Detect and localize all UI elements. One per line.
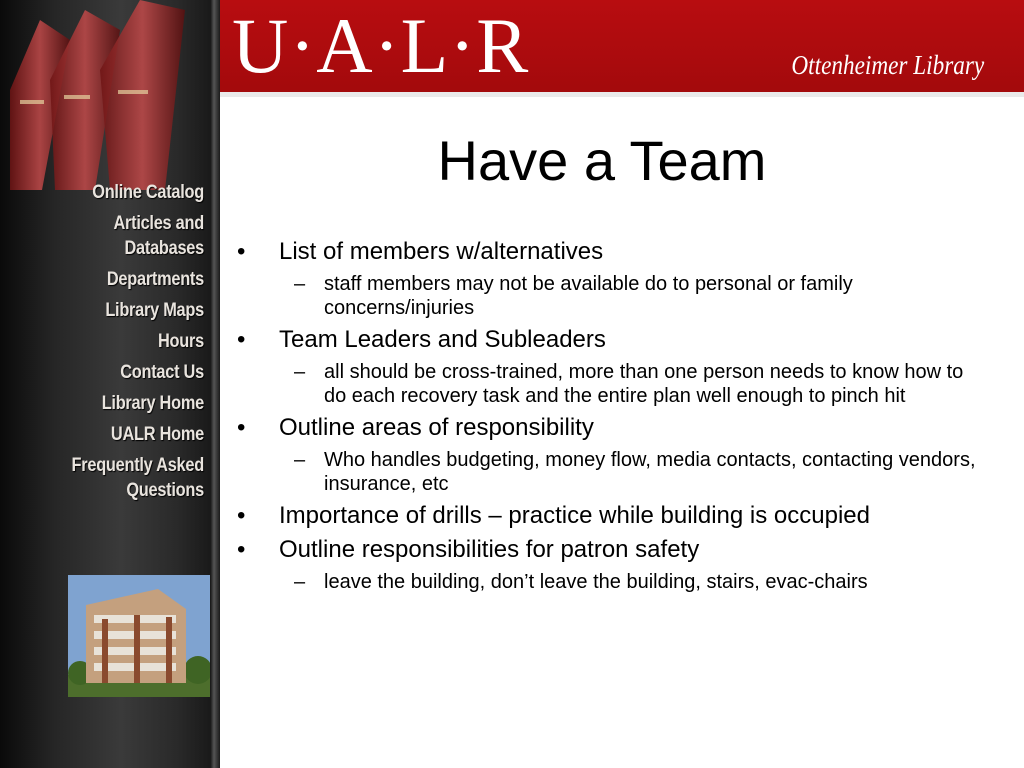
bullet-dot-icon: • [237,238,246,265]
nav-library-maps[interactable] [72,298,204,323]
bullet-dot-icon: • [237,536,246,563]
nav-label: Hours [158,331,204,352]
nav-online-catalog[interactable] [72,180,204,205]
nav-label: UALR Home [110,424,204,445]
sidebar-nav [50,180,204,509]
slide-content [237,232,977,594]
bullet-text: Outline responsibilities for patron safety [279,536,700,563]
nav-label: Library Home [101,393,204,414]
nav-label-line2: Databases [124,238,204,259]
bullet-dot-icon: • [237,502,246,529]
bullet-text: Team Leaders and Subleaders [279,326,606,353]
sub-bullet-text: leave the building, don’t leave the building, stairs, evac-chairs [324,571,868,593]
bullet-text: List of members w/alternatives [279,238,604,265]
sub-bullet-text: staff members may not be available do to personal or family concerns/injuries [324,273,853,319]
sub-bullet-item [237,360,977,408]
sub-bullet-item [237,272,977,320]
nav-label: Departments [106,269,204,290]
bullet-text: Importance of drills – practice while building is occupied [279,502,870,529]
bullet-item [237,326,977,354]
banner-rule [220,92,1024,97]
sub-bullet-text: all should be cross-trained, more than one person needs to know how to do each recovery task and the entire plan well enough to pinch hit [324,361,964,407]
nav-articles-databases[interactable] [72,211,204,261]
nav-ualr-home[interactable] [72,422,204,447]
bullet-item [237,414,977,442]
bullet-dot-icon: • [237,326,246,353]
bullet-dot-icon: • [237,414,246,441]
bullet-text: Outline areas of responsibility [279,414,594,441]
sidebar-edge [210,0,220,768]
nav-departments[interactable] [72,267,204,292]
dash-icon: – [294,449,306,471]
sub-bullet-item [237,448,977,496]
bullet-item [237,536,977,564]
nav-faq[interactable] [72,453,204,503]
bullet-item [237,238,977,266]
sub-bullet-item [237,570,977,594]
nav-contact-us[interactable] [72,360,204,385]
library-building-photo [68,575,210,697]
nav-label: Articles and [113,213,204,234]
slide-title: Have a Team [437,129,767,192]
ualr-logo: U·A·L·R [232,2,530,89]
nav-hours[interactable] [72,329,204,354]
nav-label: Library Maps [105,300,204,321]
books-image [0,0,220,200]
sidebar [0,0,220,768]
header-banner [220,0,1024,92]
library-name: Ottenheimer Library [791,50,984,80]
nav-label: Contact Us [120,362,204,383]
nav-library-home[interactable] [72,391,204,416]
nav-label: Online Catalog [92,182,204,203]
dash-icon: – [294,361,306,383]
sub-bullet-text: Who handles budgeting, money flow, media contacts, contacting vendors, insurance, etc [324,449,976,495]
dash-icon: – [294,273,306,295]
bullet-item [237,502,977,530]
nav-label-line2: Questions [126,480,204,501]
dash-icon: – [294,571,306,593]
nav-label: Frequently Asked [71,455,204,476]
